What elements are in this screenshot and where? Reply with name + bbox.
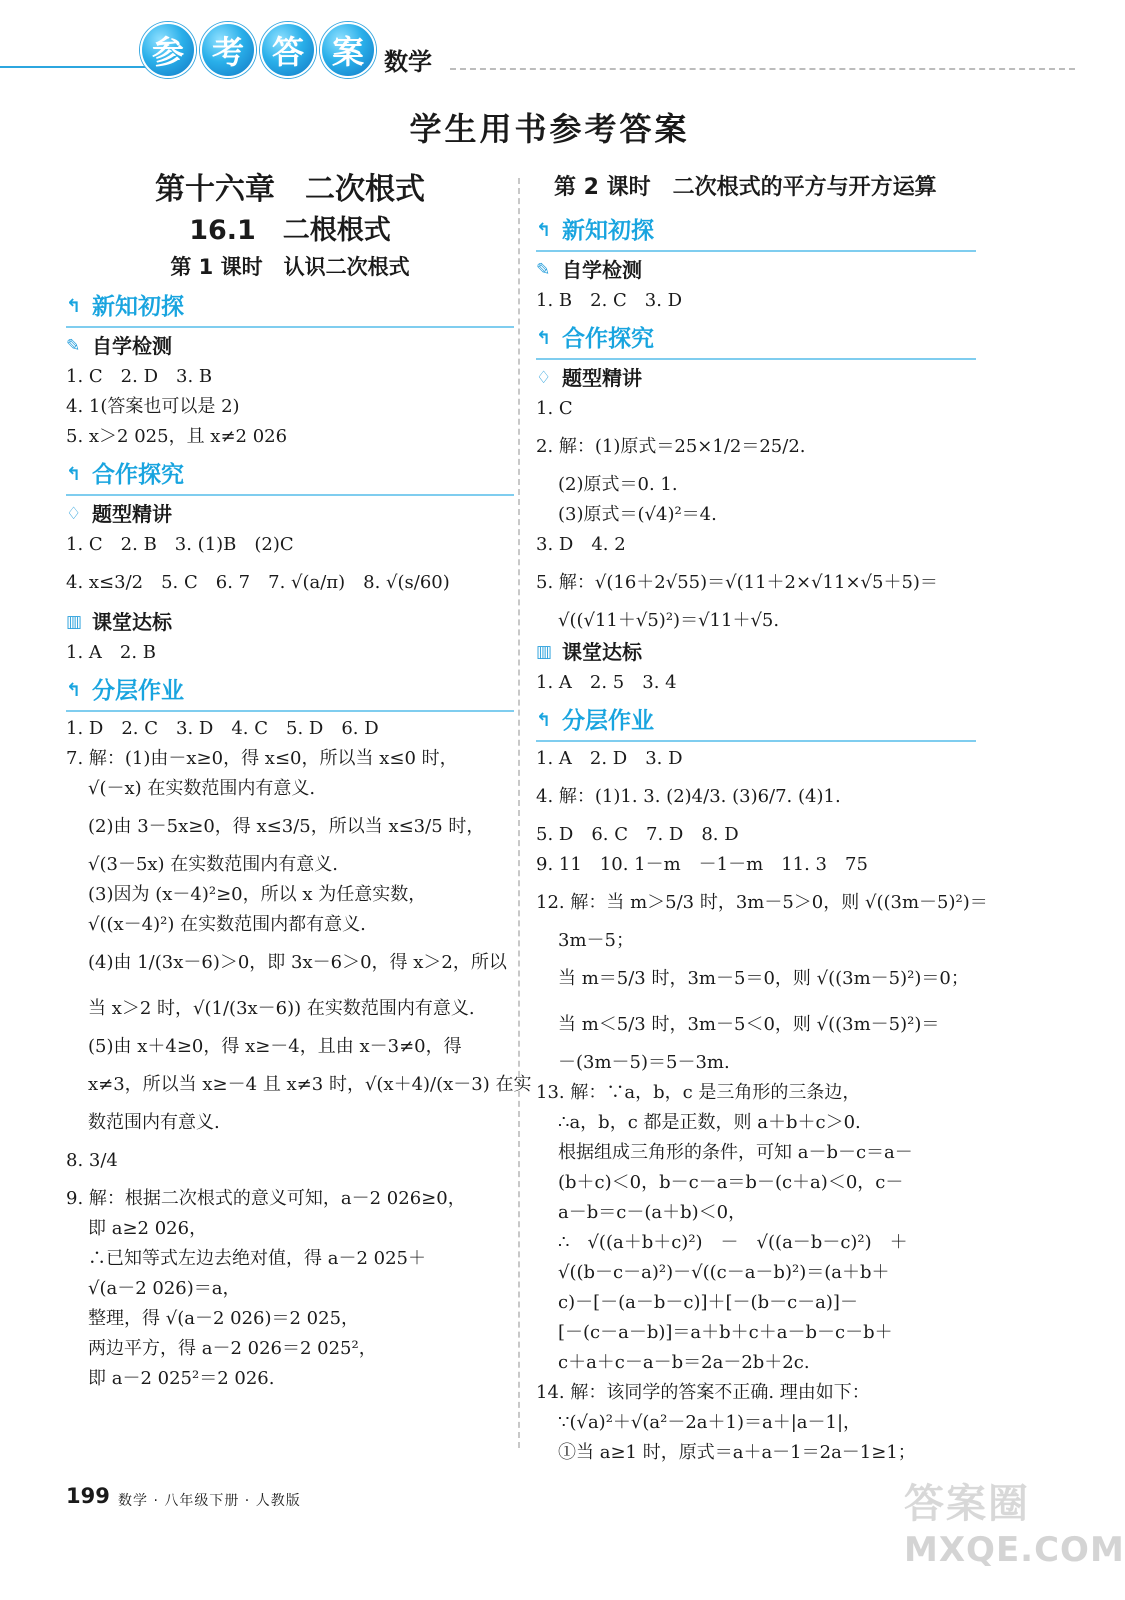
watermark-logo: 答案圈: [904, 1481, 1030, 1527]
answer-line: 5. D 6. C 7. D 8. D: [536, 824, 739, 845]
answer-line: 1. D 2. C 3. D 4. C 5. D 6. D: [66, 718, 379, 739]
answer-line: (5)由 x＋4≥0，得 x≥－4，且由 x－3≠0，得: [88, 1036, 462, 1057]
bookmark-arrow-icon: ↰: [536, 328, 552, 349]
answer-line: 当 x＞2 时，√(1/(3x－6)) 在实数范围内有意义.: [88, 998, 475, 1019]
chapter-title: 第十六章 二次根式: [155, 172, 425, 207]
subsection-label: 题型精讲: [92, 502, 172, 526]
section-bar-label: 分层作业: [92, 678, 184, 704]
answer-line: 4. 解：(1)1. 3. (2)4/3. (3)6/7. (4)1.: [536, 786, 841, 807]
header-subject: 数学: [384, 48, 432, 76]
subsection-icon: ▥: [66, 612, 83, 632]
answer-line: 两边平方，得 a－2 026＝2 025²，: [88, 1338, 377, 1359]
answer-line: (2)由 3－5x≥0，得 x≤3/5，所以当 x≤3/5 时，: [88, 816, 485, 837]
bookmark-arrow-icon: ↰: [66, 680, 82, 701]
answer-line: (4)由 1/(3x－6)＞0，即 3x－6＞0，得 x＞2，所以: [88, 952, 507, 973]
section-bar-label: 新知初探: [92, 294, 184, 320]
left-column: [66, 168, 532, 1394]
bookmark-arrow-icon: ↰: [66, 464, 82, 485]
subsection-icon: ♢: [536, 368, 552, 388]
answer-line: 1. C 2. D 3. B: [66, 366, 213, 387]
answer-line: √(3－5x) 在实数范围内有意义.: [88, 854, 339, 875]
subsection-icon: ▥: [536, 642, 553, 662]
answer-line: c＋a＋c－a－b＝2a－2b＋2c.: [558, 1352, 810, 1373]
subsection-heading: [536, 362, 976, 394]
header-badges: [140, 22, 380, 78]
subsection-icon: ✎: [536, 260, 551, 280]
right-column: [536, 168, 988, 1468]
footer-info: 数学 · 八年级下册 · 人教版: [118, 1493, 301, 1509]
bookmark-arrow-icon: ↰: [66, 296, 82, 317]
header-badge: 参: [140, 22, 196, 78]
answer-line: √(－x) 在实数范围内有意义.: [88, 778, 316, 799]
section-title: 16.1 二根根式: [189, 215, 391, 246]
answer-line: 9. 11 10. 1－m －1－m 11. 3 75: [536, 854, 868, 875]
answer-line: 4. 1(答案也可以是 2): [66, 396, 240, 417]
answer-line: 当 m＜5/3 时，3m－5＜0，则 √((3m－5)²)＝: [558, 1014, 940, 1035]
answer-line: 9. 解：根据二次根式的意义可知，a－2 026≥0，: [66, 1188, 466, 1209]
subsection-heading: [66, 498, 514, 530]
answer-line: √((b－c－a)²)－√((c－a－b)²)＝(a＋b＋: [558, 1262, 890, 1283]
section-bar-label: 合作探究: [92, 462, 184, 488]
answer-line: －(3m－5)＝5－3m.: [558, 1052, 730, 1073]
answer-line: 4. x≤3/2 5. C 6. 7 7. √(a/π) 8. √(s/60): [66, 572, 450, 593]
section-bar-label: 分层作业: [562, 708, 654, 734]
answer-line: 7. 解：(1)由－x≥0，得 x≤0，所以当 x≤0 时，: [66, 748, 458, 769]
bookmark-arrow-icon: ↰: [536, 710, 552, 731]
answer-line: [－(c－a－b)]＝a＋b＋c＋a－b－c－b＋: [558, 1322, 893, 1343]
header-rule-dashed: [450, 68, 1075, 70]
answer-line: 1. C: [536, 398, 573, 419]
answer-line: (3)原式＝(√4)²＝4.: [558, 504, 717, 525]
answer-line: 1. C 2. B 3. (1)B (2)C: [66, 534, 294, 555]
answer-line: 1. A 2. B: [66, 642, 157, 663]
answer-line: 即 a－2 025²＝2 026.: [88, 1368, 275, 1389]
answer-line: 3m－5；: [558, 930, 634, 951]
answer-line: 5. 解：√(16＋2√55)＝√(11＋2×√11×√5＋5)＝: [536, 572, 938, 593]
section-bar: [536, 702, 976, 742]
header-rule-blue: [0, 66, 150, 68]
left-answers: [66, 288, 532, 1394]
answer-line: 即 a≥2 026，: [88, 1218, 208, 1239]
answer-line: 1. A 2. 5 3. 4: [536, 672, 677, 693]
subsection-label: 课堂达标: [92, 610, 172, 634]
bookmark-arrow-icon: ↰: [536, 220, 552, 241]
header-badge: 考: [200, 22, 256, 78]
header-badge: 答: [260, 22, 316, 78]
header-badge: 案: [320, 22, 376, 78]
subsection-icon: ♢: [66, 504, 82, 524]
subsection-heading: [536, 636, 976, 668]
lesson-title: 第 2 课时 二次根式的平方与开方运算: [554, 175, 937, 200]
answer-line: (b＋c)＜0，b－c－a＝b－(c＋a)＜0，c－: [558, 1172, 904, 1193]
subsection-label: 题型精讲: [562, 366, 642, 390]
section-bar: [66, 288, 514, 328]
answer-line: √(a－2 026)＝a，: [88, 1278, 241, 1299]
section-bar: [536, 320, 976, 360]
answer-line: 13. 解：∵a，b，c 是三角形的三条边，: [536, 1082, 861, 1103]
answer-line: 当 m＝5/3 时，3m－5＝0，则 √((3m－5)²)＝0；: [558, 968, 969, 989]
section-bar: [536, 212, 976, 252]
subsection-heading: [536, 254, 976, 286]
answer-line: 整理，得 √(a－2 026)＝2 025，: [88, 1308, 360, 1329]
answer-line: c)－[－(a－b－c)]＋[－(b－c－a)]－: [558, 1292, 858, 1313]
page-number: 199: [66, 1484, 110, 1508]
answer-line: 8. 3/4: [66, 1150, 118, 1171]
answer-line: 1. B 2. C 3. D: [536, 290, 683, 311]
section-bar-label: 合作探究: [562, 326, 654, 352]
page-title: 学生用书参考答案: [409, 110, 690, 148]
subsection-icon: ✎: [66, 336, 81, 356]
answer-line: √((x－4)²) 在实数范围内都有意义.: [88, 914, 366, 935]
answer-line: ∴已知等式左边去绝对值，得 a－2 025＋: [88, 1248, 426, 1269]
subsection-heading: [66, 330, 514, 362]
answer-line: 根据组成三角形的条件，可知 a－b－c＝a－: [558, 1142, 913, 1163]
watermark-site: MXQE.COM: [904, 1530, 1125, 1570]
answer-line: ∴ √((a＋b＋c)²) － √((a－b－c)²) ＋: [558, 1232, 908, 1253]
answer-line: √((√11＋√5)²)＝√11＋√5.: [558, 610, 780, 631]
subsection-label: 自学检测: [92, 334, 172, 358]
section-bar: [66, 672, 514, 712]
answer-line: 12. 解：当 m＞5/3 时，3m－5＞0，则 √((3m－5)²)＝: [536, 892, 988, 913]
answer-line: ①当 a≥1 时，原式＝a＋a－1＝2a－1≥1；: [558, 1442, 916, 1463]
subsection-heading: [66, 606, 514, 638]
lesson-title: 第 1 课时 认识二次根式: [170, 255, 410, 279]
answer-line: x≠3，所以当 x≥－4 且 x≠3 时，√(x＋4)/(x－3) 在实: [88, 1074, 532, 1095]
section-bar: [66, 456, 514, 496]
section-bar-label: 新知初探: [562, 218, 654, 244]
answer-line: 3. D 4. 2: [536, 534, 626, 555]
answer-line: 数范围内有意义.: [88, 1112, 220, 1133]
column-divider: [518, 178, 520, 1448]
answer-line: 5. x＞2 025，且 x≠2 026: [66, 426, 288, 447]
answer-line: ∵(√a)²＋√(a²－2a＋1)＝a＋|a－1|，: [558, 1412, 862, 1433]
right-answers: [536, 212, 988, 1468]
answer-line: ∴a，b，c 都是正数，则 a＋b＋c＞0.: [558, 1112, 861, 1133]
subsection-label: 课堂达标: [562, 640, 642, 664]
subsection-label: 自学检测: [562, 258, 642, 282]
answer-line: a－b＝c－(a＋b)＜0，: [558, 1202, 747, 1223]
answer-line: 1. A 2. D 3. D: [536, 748, 683, 769]
answer-line: 2. 解：(1)原式＝25×1/2＝25/2.: [536, 436, 806, 457]
answer-line: (2)原式＝0. 1.: [558, 474, 678, 495]
answer-line: 14. 解：该同学的答案不正确. 理由如下：: [536, 1382, 870, 1403]
answer-line: (3)因为 (x－4)²≥0，所以 x 为任意实数，: [88, 884, 427, 905]
